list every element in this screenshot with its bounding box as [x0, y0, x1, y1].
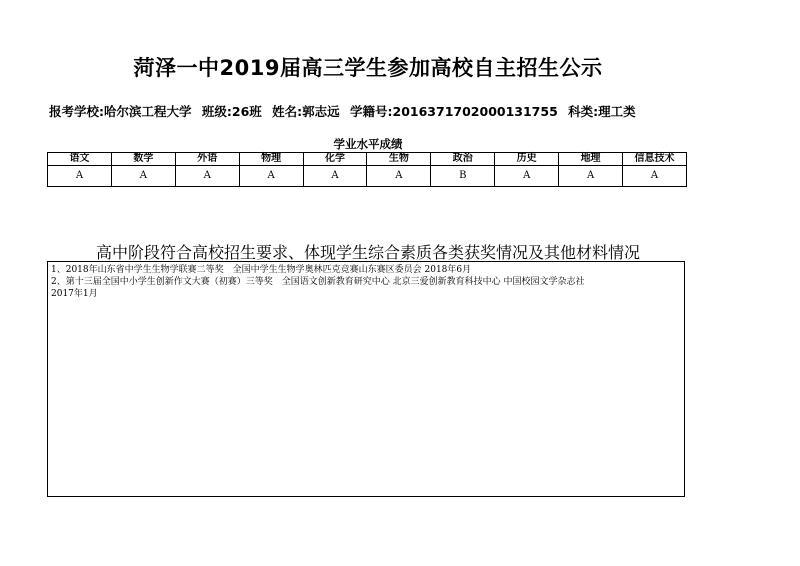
awards-box [47, 261, 685, 497]
name-label: 姓名: [272, 104, 303, 119]
class-value: 26班 [231, 104, 262, 119]
school-label: 报考学校: [49, 104, 104, 119]
header-math: 数学 [111, 153, 175, 166]
header-it: 信息技术 [623, 153, 687, 166]
school-field [49, 104, 192, 119]
score-chemistry: A [303, 166, 367, 187]
score-it: A [623, 166, 687, 187]
score-math: A [111, 166, 175, 187]
score-history: A [495, 166, 559, 187]
header-history: 历史 [495, 153, 559, 166]
header-chinese: 语文 [48, 153, 112, 166]
track-label: 科类: [568, 104, 599, 119]
class-label: 班级: [201, 104, 232, 119]
class-field [202, 104, 262, 119]
header-politics: 政治 [431, 153, 495, 166]
name-field [272, 104, 340, 119]
id-label: 学籍号: [350, 104, 393, 119]
scores-section-title: 学业水平成绩 [333, 137, 403, 151]
score-chinese: A [48, 166, 112, 187]
id-value: 2016371702000131755 [392, 104, 558, 119]
score-physics: A [239, 166, 303, 187]
page-title: 菏泽一中2019届高三学生参加高校自主招生公示 [133, 56, 603, 80]
score-biology: A [367, 166, 431, 187]
student-info [49, 102, 642, 120]
header-geography: 地理 [559, 153, 623, 166]
award-line-3: 2017年1月 [51, 289, 98, 299]
header-biology: 生物 [367, 153, 431, 166]
header-chemistry: 化学 [303, 153, 367, 166]
id-field [350, 104, 558, 119]
award-line-1: 1、2018年山东省中学生生物学联赛二等奖 全国中学生生物学奥林匹克竞赛山东赛区委员会 2018年6月 [51, 265, 472, 275]
score-foreign-language: A [175, 166, 239, 187]
track-value: 理工类 [598, 104, 636, 119]
scores-header-row [48, 153, 687, 166]
name-value: 郭志远 [302, 104, 340, 119]
scores-table [47, 152, 687, 187]
award-line-2: 2、第十三届全国中小学生创新作文大赛（初赛）三等奖 全国语文创新教育研究中心 北京三爱创新教育科技中心 中国校园文学杂志社 [51, 277, 585, 287]
header-foreign-language: 外语 [175, 153, 239, 166]
school-value: 哈尔滨工程大学 [104, 104, 192, 119]
scores-value-row [48, 166, 687, 187]
header-physics: 物理 [239, 153, 303, 166]
track-field [568, 104, 636, 119]
score-geography: A [559, 166, 623, 187]
awards-heading: 高中阶段符合高校招生要求、体现学生综合素质各类获奖情况及其他材料情况 [95, 243, 640, 262]
score-politics: B [431, 166, 495, 187]
